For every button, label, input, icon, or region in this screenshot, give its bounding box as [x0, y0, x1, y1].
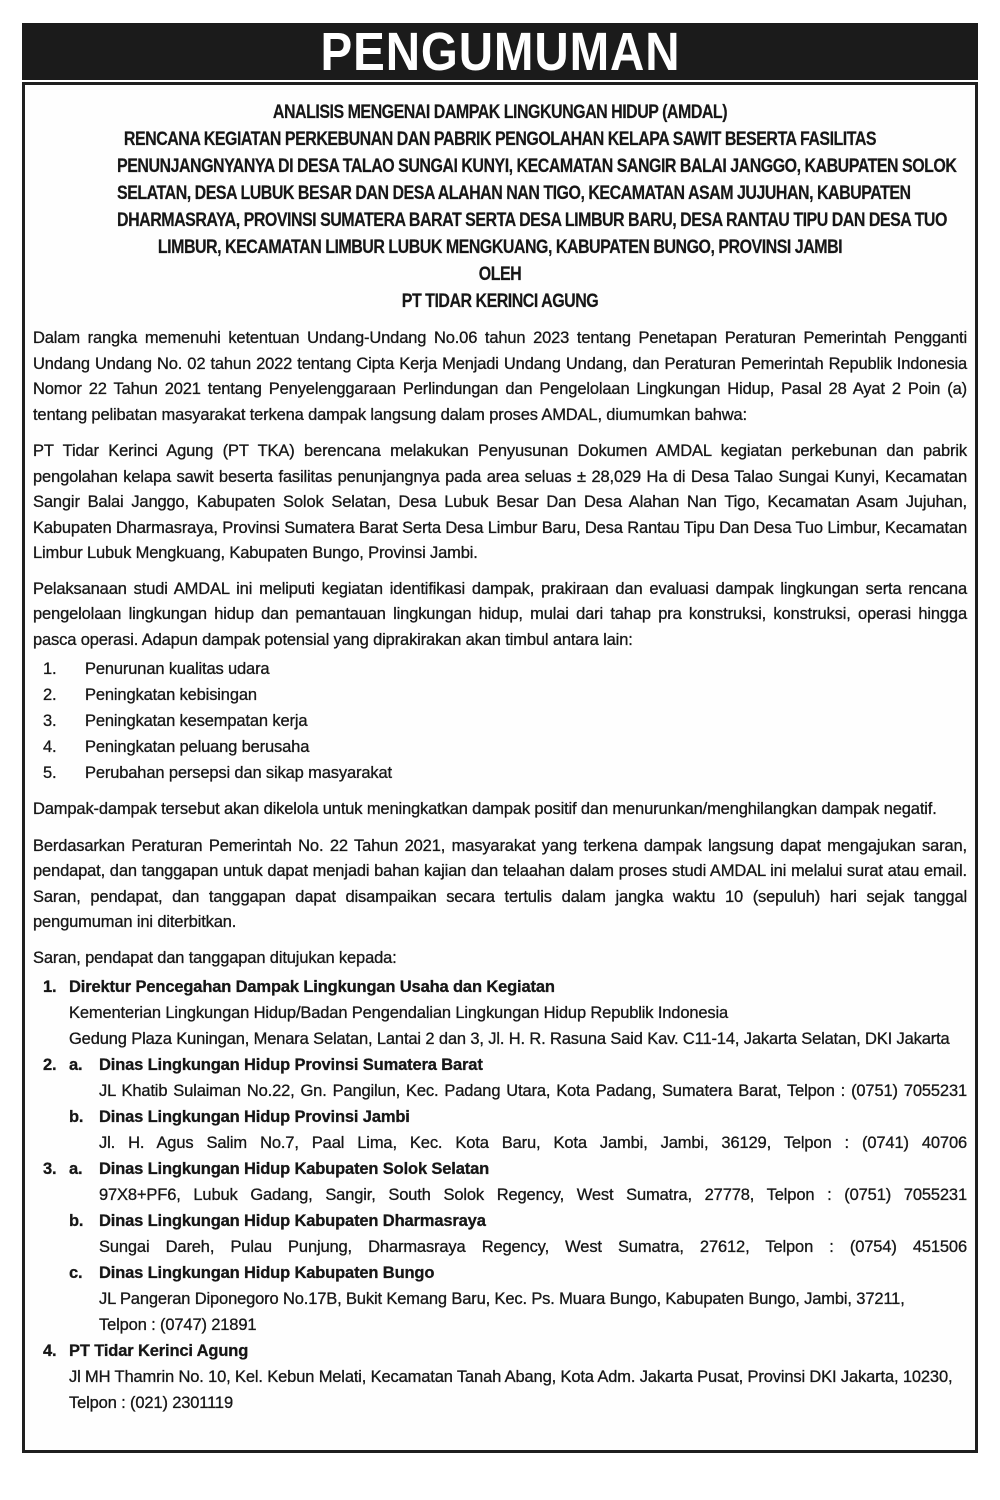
recipient-address: Jl. H. Agus Salim No.7, Paal Lima, Kec. Kota Baru, Kota Jambi, Jambi, 36129, Telpon : (0741) 40706	[99, 1134, 967, 1152]
recipient-item-director	[33, 974, 967, 1052]
recipient-number: 2.	[43, 1056, 57, 1074]
recipient-address: Gedung Plaza Kuningan, Menara Selatan, Lantai 2 dan 3, Jl. H. R. Rasuna Said Kav. C11-14, Jakarta Selatan, DKI Jakarta	[69, 1030, 950, 1048]
paragraph-legal-basis: Dalam rangka memenuhi ketentuan Undang-Undang No.06 tahun 2023 tentang Penetapan Peraturan Pemerintah Pengganti Undang Undang No. 02 tahun 2022 tentang Cipta Kerja Menjadi Undang Undang, dan Peraturan Pemerintah Republik Indonesia Nomor 22 Tahun 2021 tentang Penyelenggaraan Perlindungan dan Pengelolaan Lingkungan Hidup, Pasal 28 Ayat 2 Poin (a) tentang pelibatan masyarakat terkena dampak langsung dalam proses AMDAL, diumumkan bahwa:	[33, 329, 967, 424]
impact-number: 3.	[43, 712, 57, 730]
recipient-item-regencies	[33, 1156, 967, 1338]
recipient-title: PT Tidar Kerinci Agung	[69, 1342, 249, 1360]
impact-text: Perubahan persepsi dan sikap masyarakat	[85, 764, 392, 782]
paragraph-project-plan: PT Tidar Kerinci Agung (PT TKA) berencana melakukan Penyusunan Dokumen AMDAL kegiatan perkebunan dan pabrik pengolahan kelapa sawit beserta fasilitas penunjangnya pada area seluas ± 28,029 Ha di Desa Talao Sungai Kunyi, Kecamatan Sangir Balai Janggo, Kabupaten Solok Selatan, Desa Lubuk Besar Dan Desa Alahan Nan Tigo, Kecamatan Asam Jujuhan, Kabupaten Dharmasraya, Provinsi Sumatera Barat Serta Desa Limbur Baru, Desa Rantau Tipu Dan Desa Tuo Limbur, Kecamatan Limbur Lubuk Mengkuang, Kabupaten Bungo, Provinsi Jambi.	[33, 442, 967, 562]
heading-line-selatan: SELATAN, DESA LUBUK BESAR DAN DESA ALAHAN NAN TIGO, KECAMATAN ASAM JUJUHAN, KABUPATEN	[117, 182, 911, 204]
paragraph-feedback-rules: Berdasarkan Peraturan Pemerintah No. 22 Tahun 2021, masyarakat yang terkena dampak langsung dapat mengajukan saran, pendapat, dan tanggapan untuk dapat menjadi bahan kajian dan telaahan dalam proses studi AMDAL ini melalui surat atau email. Saran, pendapat, dan tanggapan dapat disampaikan secara tertulis dalam jangka waktu 10 (sepuluh) hari sejak tanggal pengumuman ini diterbitkan.	[33, 836, 967, 931]
recipient-letter: a.	[69, 1056, 83, 1074]
impact-item	[33, 682, 967, 708]
recipient-number: 4.	[43, 1342, 57, 1360]
recipient-sub-head	[33, 1156, 967, 1182]
recipient-item-provinces	[33, 1052, 967, 1156]
impact-item	[33, 734, 967, 760]
heading-line-oleh: OLEH	[478, 263, 522, 285]
paragraph-impact-management: Dampak-dampak tersebut akan dikelola untuk meningkatkan dampak positif dan menurunkan/menghilangkan dampak negatif.	[33, 800, 937, 818]
recipient-address: JL Khatib Sulaiman No.22, Gn. Pangilun, Kec. Padang Utara, Kota Padang, Sumatera Barat, Telpon : (0751) 7055231	[99, 1082, 967, 1100]
recipient-title: Dinas Lingkungan Hidup Provinsi Jambi	[99, 1108, 410, 1126]
impact-text: Peningkatan peluang berusaha	[85, 738, 310, 756]
impact-item	[33, 760, 967, 786]
heading-line-company: PT TIDAR KERINCI AGUNG	[401, 290, 599, 312]
impact-text: Penurunan kualitas udara	[85, 660, 270, 678]
heading-block	[33, 99, 967, 315]
recipient-address-phone: Telpon : (021) 2301119	[69, 1394, 233, 1412]
recipient-sub-head	[33, 1104, 967, 1130]
recipient-letter: a.	[69, 1160, 83, 1178]
recipient-head	[33, 974, 967, 1000]
heading-line-limbur: LIMBUR, KECAMATAN LIMBUR LUBUK MENGKUANG, KABUPATEN BUNGO, PROVINSI JAMBI	[157, 236, 843, 258]
impact-number: 1.	[43, 660, 57, 678]
heading-line-amdal: ANALISIS MENGENAI DAMPAK LINGKUNGAN HIDUP (AMDAL)	[272, 101, 728, 123]
recipient-address-phone: Telpon : (0747) 21891	[99, 1316, 257, 1334]
recipient-number: 3.	[43, 1160, 57, 1178]
impact-number: 2.	[43, 686, 57, 704]
recipient-number: 1.	[43, 978, 57, 996]
recipient-sub-head	[33, 1208, 967, 1234]
recipient-item-company	[33, 1338, 967, 1416]
recipient-head	[33, 1338, 967, 1364]
recipient-title: Dinas Lingkungan Hidup Kabupaten Dharmasraya	[99, 1212, 486, 1230]
recipient-list	[33, 974, 967, 1416]
recipient-letter: b.	[69, 1108, 84, 1126]
paragraph-study-scope: Pelaksanaan studi AMDAL ini meliputi kegiatan identifikasi dampak, prakiraan dan evaluasi dampak lingkungan serta rencana pengelolaan lingkungan hidup dan pemantauan lingkungan hidup, mulai dari tahap pra konstruksi, konstruksi, operasi hingga pasca operasi. Adapun dampak potensial yang diprakirakan akan timbul antara lain:	[33, 579, 967, 649]
impact-item	[33, 656, 967, 682]
heading-line-dharmasraya: DHARMASRAYA, PROVINSI SUMATERA BARAT SERTA DESA LIMBUR BARU, DESA RANTAU TIPU DAN DESA TUO	[117, 209, 947, 231]
impact-number: 4.	[43, 738, 57, 756]
announcement-sheet	[22, 23, 978, 1453]
heading-line-penunjang: PENUNJANGNYANYA DI DESA TALAO SUNGAI KUNYI, KECAMATAN SANGIR BALAI JANGGO, KABUPATEN SOLOK	[117, 155, 957, 177]
impact-item	[33, 708, 967, 734]
recipient-address: JL Pangeran Diponegoro No.17B, Bukit Kemang Baru, Kec. Ps. Muara Bungo, Kabupaten Bungo, Jambi, 37211,	[99, 1290, 905, 1308]
impact-list	[33, 656, 967, 786]
banner-title: PENGUMUMAN	[320, 23, 680, 80]
impact-text: Peningkatan kesempatan kerja	[85, 712, 308, 730]
heading-line-rencana: RENCANA KEGIATAN PERKEBUNAN DAN PABRIK PENGOLAHAN KELAPA SAWIT BESERTA FASILITAS	[123, 128, 877, 150]
recipient-address: Sungai Dareh, Pulau Punjung, Dharmasraya Regency, West Sumatra, 27612, Telpon : (0754) 451506	[99, 1238, 967, 1256]
recipient-title: Direktur Pencegahan Dampak Lingkungan Usaha dan Kegiatan	[69, 978, 555, 996]
recipient-org-line: Kementerian Lingkungan Hidup/Badan Pengendalian Lingkungan Hidup Republik Indonesia	[69, 1004, 729, 1022]
announcement-body-box	[22, 82, 978, 1453]
impact-text: Peningkatan kebisingan	[85, 686, 257, 704]
recipient-title: Dinas Lingkungan Hidup Kabupaten Bungo	[99, 1264, 435, 1282]
recipient-sub-head	[33, 1260, 967, 1286]
recipient-address: 97X8+PF6, Lubuk Gadang, Sangir, South Solok Regency, West Sumatra, 27778, Telpon : (0751) 7055231	[99, 1186, 967, 1204]
announcement-banner	[22, 23, 978, 80]
recipient-title: Dinas Lingkungan Hidup Provinsi Sumatera Barat	[99, 1056, 483, 1074]
paragraph-recipients-intro: Saran, pendapat dan tanggapan ditujukan kepada:	[33, 948, 397, 967]
impact-number: 5.	[43, 764, 57, 782]
recipient-sub-head	[33, 1052, 967, 1078]
recipient-letter: c.	[69, 1264, 83, 1282]
recipient-title: Dinas Lingkungan Hidup Kabupaten Solok Selatan	[99, 1160, 490, 1178]
recipient-letter: b.	[69, 1212, 84, 1230]
recipient-address: Jl MH Thamrin No. 10, Kel. Kebun Melati, Kecamatan Tanah Abang, Kota Adm. Jakarta Pusat, Provinsi DKI Jakarta, 10230,	[69, 1368, 953, 1386]
